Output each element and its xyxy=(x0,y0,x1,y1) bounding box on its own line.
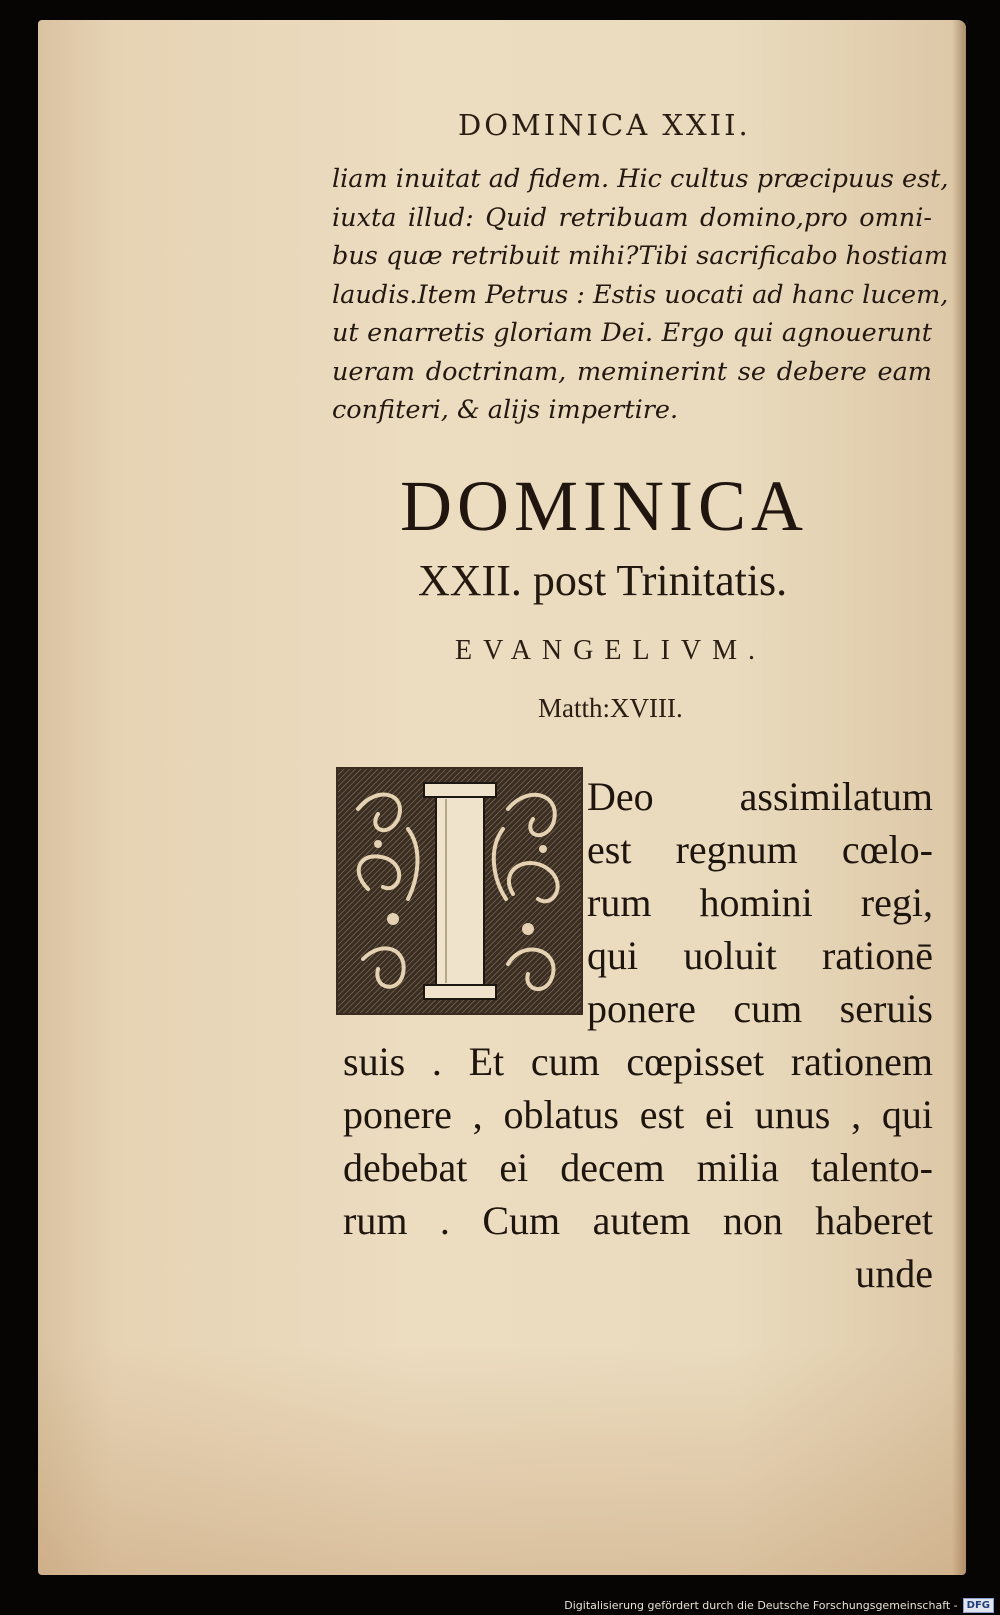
preceding-text-block xyxy=(332,160,949,430)
gospel-text-block xyxy=(343,770,933,1300)
text-line: Deo assimilatum xyxy=(587,774,933,819)
text-line: est regnum cœlo- xyxy=(587,827,933,872)
text-line: ut enarretis gloriam Dei. Ergo qui agnouerunt xyxy=(332,318,932,348)
catchword: unde xyxy=(855,1251,933,1296)
page-edge-shadow xyxy=(952,20,966,1575)
dfg-logo: DFG xyxy=(963,1598,994,1613)
text-line: iuxta illud: Quid retribuam domino,pro omni- xyxy=(332,202,932,233)
text-line: suis . Et cum cœpisset rationem xyxy=(343,1039,933,1084)
digitization-credit xyxy=(564,1598,994,1613)
credit-text: Digitalisierung gefördert durch die Deutsche Forschungsgemeinschaft - xyxy=(564,1599,958,1612)
text-line: qui uoluit rationē xyxy=(587,933,933,978)
running-head: DOMINICA XXII. xyxy=(458,108,751,142)
text-line: debebat ei decem milia talento- xyxy=(343,1145,933,1190)
text-line: confiteri, & alijs impertire. xyxy=(332,395,679,425)
text-line: ponere , oblatus est ei unus , qui xyxy=(343,1092,933,1137)
text-line: liam inuitat ad fidem. Hic cultus præcipuus est, xyxy=(332,164,949,194)
text-line: laudis.Item Petrus : Estis uocati ad hanc lucem, xyxy=(332,279,949,310)
text-line: bus quæ retribuit mihi?Tibi sacrificabo hostiam xyxy=(332,241,949,271)
text-line: ponere cum seruis xyxy=(587,986,933,1031)
section-label: EVANGELIVM. xyxy=(455,635,767,666)
section-subtitle: XXII. post Trinitatis. xyxy=(418,556,788,605)
text-line: rum . Cum autem non haberet xyxy=(343,1198,933,1243)
section-title: DOMINICA xyxy=(400,466,808,546)
text-line: ueram doctrinam, meminerint se debere eam xyxy=(332,356,932,387)
scripture-reference: Matth:XVIII. xyxy=(538,693,683,723)
book-page xyxy=(38,20,966,1575)
text-line: rum homini regi, xyxy=(587,880,933,925)
